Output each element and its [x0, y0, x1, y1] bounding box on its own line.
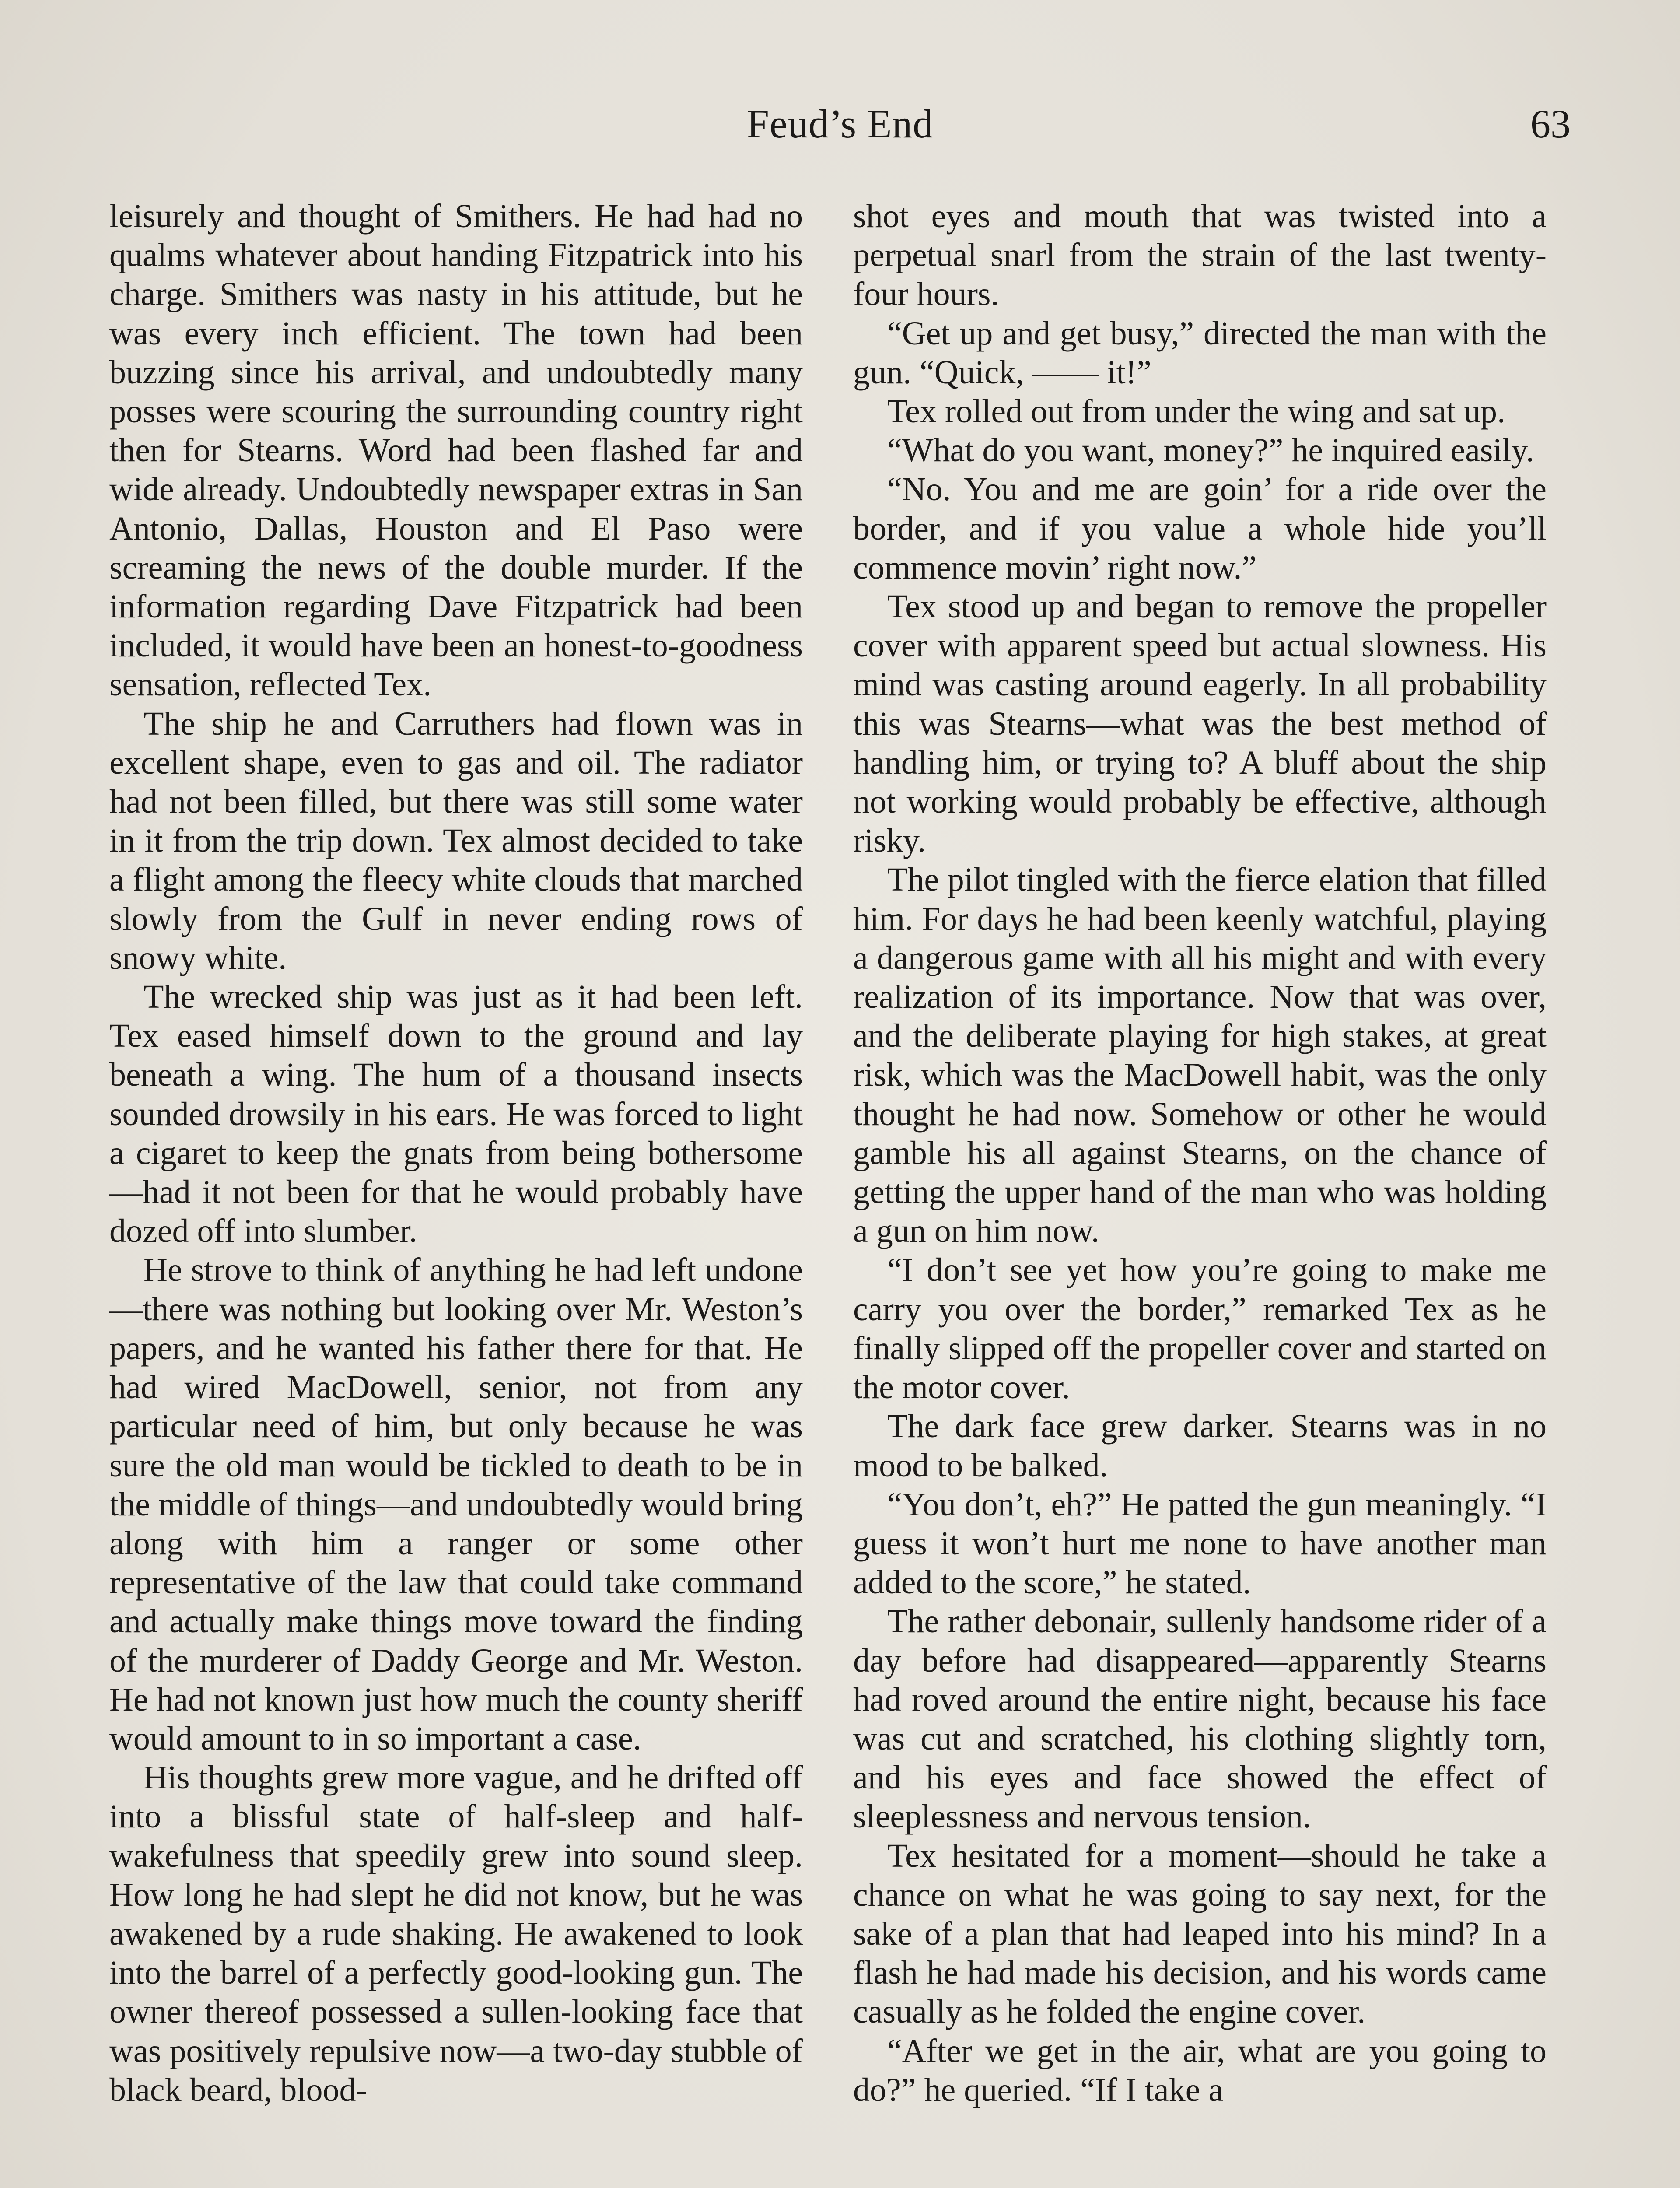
paragraph: “After we get in the air, what are you going to do?” he queried. “If I take a [853, 2032, 1547, 2108]
running-head [109, 101, 1571, 153]
left-column [109, 197, 803, 2110]
paragraph: “You don’t, eh?” He patted the gun meaningly. “I guess it won’t hurt me none to have another man added to the score,” he stated. [853, 1486, 1547, 1601]
running-title: Feud’s End [746, 102, 934, 146]
paragraph: “No. You and me are goin’ for a ride over the border, and if you value a whole hide you’ll commence movin’ right now.” [853, 471, 1547, 586]
paragraph: He strove to think of anything he had left undone—there was nothing but looking over Mr. Weston’s papers, and he wanted his father there for that. He had wired MacDowell, senior, not from any particular need of him, but only because he was sure the old man would be tickled to death to be in the middle of things—and undoubtedly would bring along with him a ranger or some other representative of the law that could take command and actually make things move toward the finding of the murderer of Daddy George and Mr. Weston. He had not known just how much the county sheriff would amount to in so important a case. [109, 1252, 803, 1757]
paragraph: shot eyes and mouth that was twisted into a perpetual snarl from the strain of the last twenty-four hours. [853, 198, 1547, 313]
paragraph: The ship he and Carruthers had flown was in excellent shape, even to gas and oil. The radiator had not been filled, but there was still some water in it from the trip down. Tex almost decided to take a flight among the fleecy white clouds that marched slowly from the Gulf in never ending rows of snowy white. [109, 705, 803, 976]
paragraph: The dark face grew darker. Stearns was in no mood to be balked. [853, 1408, 1547, 1484]
paragraph: The rather debonair, sullenly handsome rider of a day before had disappeared—apparently Stearns had roved around the entire night, because his face was cut and scratched, his clothing slightly torn, and his eyes and face showed the effect of sleeplessness and nervous tension. [853, 1603, 1547, 1835]
paragraph: “Get up and get busy,” directed the man with the gun. “Quick, —— it!” [853, 315, 1547, 391]
paragraph: His thoughts grew more vague, and he drifted off into a blissful state of half-sleep and half-wakefulness that speedily grew into sound sleep. How long he had slept he did not know, but he was awakened by a rude shaking. He awakened to look into the barrel of a perfectly good-looking gun. The owner thereof possessed a sullen-looking face that was positively repulsive now—a two-day stubble of black beard, blood- [109, 1759, 803, 2108]
paragraph: leisurely and thought of Smithers. He had had no qualms whatever about handing Fitzpatrick into his charge. Smithers was nasty in his attitude, but he was every inch efficient. The town had been buzzing since his arrival, and undoubtedly many posses were scouring the surrounding country right then for Stearns. Word had been flashed far and wide already. Undoubtedly newspaper extras in San Antonio, Dallas, Houston and El Paso were screaming the news of the double murder. If the information regarding Dave Fitzpatrick had been included, it would have been an honest-to-goodness sensation, reflected Tex. [109, 198, 803, 703]
paragraph: “What do you want, money?” he inquired easily. [887, 432, 1534, 469]
paragraph: Tex hesitated for a moment—should he take a chance on what he was going to say next, for the sake of a plan that had leaped into his mind? In a flash he had made his decision, and his words came casually as he folded the engine cover. [853, 1837, 1547, 2030]
page-number: 63 [1530, 102, 1571, 146]
paragraph: The wrecked ship was just as it had been left. Tex eased himself down to the ground and lay beneath a wing. The hum of a thousand insects sounded drowsily in his ears. He was forced to light a cigaret to keep the gnats from being bothersome—had it not been for that he would probably have dozed off into slumber. [109, 978, 803, 1250]
right-column [853, 197, 1547, 2110]
paragraph: Tex rolled out from under the wing and sat up. [887, 393, 1506, 430]
paragraph: Tex stood up and began to remove the propeller cover with apparent speed but actual slowness. His mind was casting around eagerly. In all probability this was Stearns—what was the best method of handling him, or trying to? A bluff about the ship not working would probably be effective, although risky. [853, 588, 1547, 859]
paragraph: “I don’t see yet how you’re going to make me carry you over the border,” remarked Tex as he finally slipped off the propeller cover and started on the motor cover. [853, 1252, 1547, 1406]
paragraph: The pilot tingled with the fierce elation that filled him. For days he had been keenly watchful, playing a dangerous game with all his might and with every realization of its importance. Now that was over, and the deliberate playing for high stakes, at great risk, which was the MacDowell habit, was the only thought he had now. Somehow or other he would gamble his all against Stearns, on the chance of getting the upper hand of the man who was holding a gun on him now. [853, 861, 1547, 1250]
